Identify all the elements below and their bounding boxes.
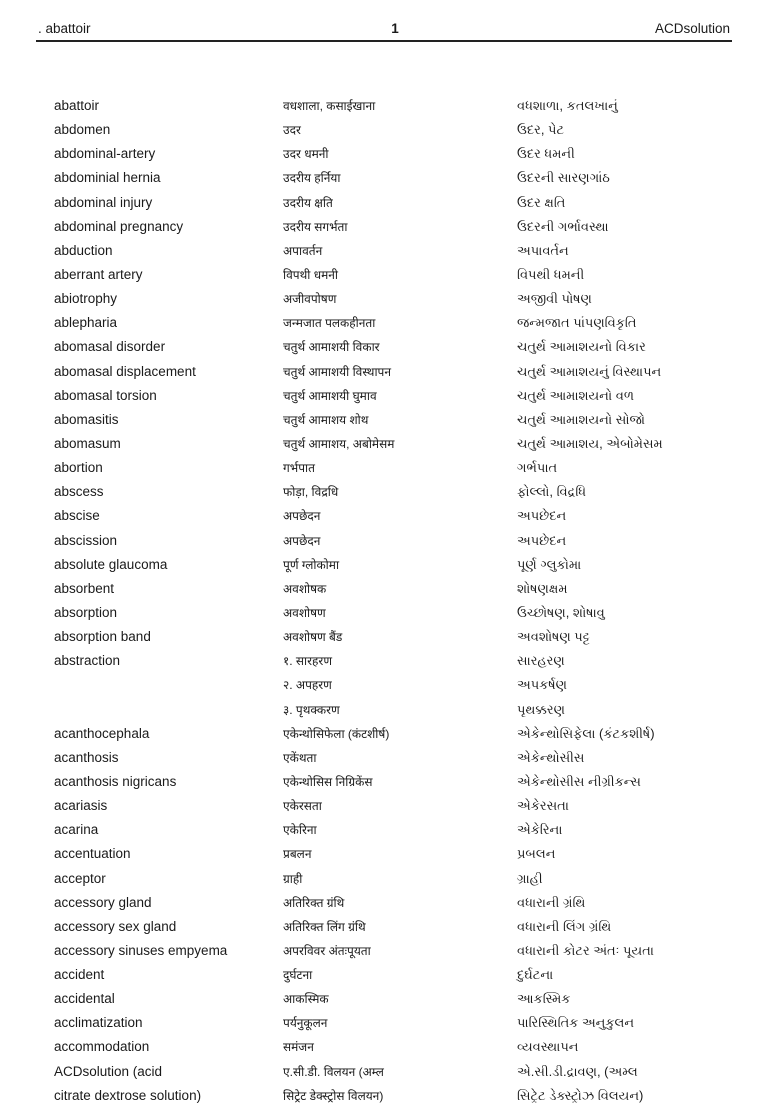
english-term: abdominal-artery	[54, 146, 156, 162]
glossary-entry	[0, 942, 780, 966]
hindi-term: ग्राही	[283, 871, 303, 886]
glossary-entry	[0, 701, 780, 725]
english-term: abdominal injury	[54, 194, 153, 210]
gujarati-term: શોષણક્ષમ	[517, 580, 568, 596]
glossary-entry	[0, 121, 780, 145]
english-term: acariasis	[54, 798, 108, 814]
gujarati-term: એકેન્થોસીસ નીગ્રીકન્સ	[517, 773, 641, 789]
hindi-term: अवशोषक	[283, 581, 327, 596]
english-term: abortion	[54, 460, 103, 476]
glossary-entry	[0, 435, 780, 459]
english-term: abscission	[54, 532, 118, 548]
hindi-term: ३. पृथक्करण	[283, 702, 340, 717]
gujarati-term: અપછેદન	[517, 532, 567, 548]
english-term: abstraction	[54, 653, 121, 669]
glossary-entry	[0, 604, 780, 628]
hindi-term: उदरीय हर्निया	[283, 171, 341, 186]
gujarati-term: ઉદરની ગર્ભાવસ્થા	[517, 218, 609, 234]
gujarati-term: વધશાળા, કતલખાનું	[517, 98, 618, 113]
gujarati-term: ઉચ્છોષણ, શોષાવુ	[517, 604, 605, 620]
glossary-entry	[0, 363, 780, 387]
hindi-term: चतुर्थ आमाशयी घुमाव	[283, 388, 377, 403]
glossary-entry	[0, 290, 780, 314]
glossary-entry	[0, 314, 780, 338]
english-term: accentuation	[54, 846, 131, 862]
hindi-term: अवशोषण बैंड	[283, 630, 343, 645]
gujarati-term: વધારાની ગ્રંથિ	[517, 894, 586, 910]
english-term: absorption	[54, 604, 118, 620]
english-term: abomasal displacement	[54, 363, 196, 379]
glossary-entry	[0, 338, 780, 362]
gujarati-term: પૂર્ણ ગ્લુકોમા	[517, 556, 582, 572]
hindi-term: चतुर्थ आमाशयी विकार	[283, 340, 380, 355]
page-number: 1	[391, 21, 399, 36]
english-term: accidental	[54, 991, 115, 1007]
gujarati-term: સિટ્રેટ ડેક્સ્ટ્રોઝ વિલયન)	[517, 1087, 644, 1103]
gujarati-term: અપાવર્તન	[517, 242, 569, 258]
hindi-term: समंजन	[283, 1040, 314, 1055]
running-head-right: ACDsolution	[654, 21, 730, 36]
gujarati-term: અપકર્ષણ	[517, 677, 567, 693]
hindi-term: फोड़ा, विद्रधि	[283, 485, 339, 500]
hindi-term: अपछेदन	[283, 509, 321, 524]
glossary-entry	[0, 218, 780, 242]
hindi-term: गर्भपात	[283, 461, 315, 476]
hindi-term: जन्मजात पलकहीनता	[283, 316, 376, 331]
gujarati-term: એકેરસતા	[517, 798, 569, 814]
gujarati-term: અવશોષણ પટ્ટ	[517, 629, 590, 645]
hindi-term: प्रबलन	[283, 847, 312, 862]
english-term: absorbent	[54, 580, 115, 596]
hindi-term: ए.सी.डी. विलयन (अम्ल	[283, 1064, 384, 1079]
hindi-term: चतुर्थ आमाशय, अबोमेसम	[283, 436, 395, 451]
english-term: absorption band	[54, 629, 151, 645]
english-term: accommodation	[54, 1039, 150, 1055]
english-term: acanthosis	[54, 749, 119, 765]
glossary-entry	[0, 725, 780, 749]
english-term: acanthosis nigricans	[54, 773, 177, 789]
gujarati-term: ચતુર્થ આમાશયનો સોજો	[517, 411, 646, 427]
hindi-term: चतुर्थ आमाशय शोथ	[283, 412, 369, 427]
gujarati-term: એ.સી.ડી.દ્રાવણ, (અમ્લ	[517, 1063, 638, 1079]
english-term: accident	[54, 967, 105, 983]
english-term: accessory sex gland	[54, 918, 177, 934]
glossary-entry	[0, 821, 780, 845]
english-term: abscise	[54, 508, 100, 524]
english-term: acarina	[54, 822, 99, 838]
hindi-term: अजीवपोषण	[283, 292, 337, 307]
gujarati-term: વધારાની લિંગ ગ્રંથિ	[517, 918, 612, 934]
glossary-entry	[0, 628, 780, 652]
gujarati-term: આકસ્મિક	[517, 991, 571, 1007]
hindi-term: विपथी धमनी	[283, 267, 339, 282]
hindi-term: सिट्रेट डेक्स्ट्रोस विलयन)	[283, 1088, 384, 1103]
gujarati-term: વિપથી ધમની	[517, 266, 585, 282]
english-term: abiotrophy	[54, 291, 118, 307]
gujarati-term: વ્યવસ્થાપન	[517, 1039, 579, 1055]
glossary-entry	[0, 411, 780, 435]
glossary-entry	[0, 894, 780, 918]
gujarati-term: અજીવી પોષણ	[517, 291, 592, 307]
glossary-entry	[0, 483, 780, 507]
glossary-entry	[0, 773, 780, 797]
gujarati-term: પ્રબલન	[517, 846, 556, 862]
gujarati-term: એકેન્થોસીસ	[517, 749, 585, 765]
gujarati-term: દુર્ઘટના	[517, 967, 554, 983]
hindi-term: अवशोषण	[283, 605, 326, 620]
hindi-term: अपछेदन	[283, 533, 321, 548]
glossary-entry	[0, 990, 780, 1014]
hindi-term: उदर	[283, 123, 301, 138]
gujarati-term: એકેન્થોસિફેલા (કંટકશીર્ષ)	[517, 725, 655, 741]
glossary-entry	[0, 1014, 780, 1038]
glossary-entry	[0, 532, 780, 556]
gujarati-term: ઉદરની સારણગાંઠ	[517, 170, 610, 186]
hindi-term: उदरीय क्षति	[283, 195, 333, 210]
glossary-entry	[0, 242, 780, 266]
glossary-entry	[0, 797, 780, 821]
english-term: abomasitis	[54, 411, 119, 427]
glossary-entry	[0, 145, 780, 169]
glossary-entry	[0, 966, 780, 990]
hindi-term: २. अपहरण	[283, 678, 332, 693]
english-term: abscess	[54, 484, 104, 500]
gujarati-term: ચતુર્થ આમાશયનું વિસ્થાપન	[517, 363, 662, 379]
english-term: aberrant artery	[54, 266, 143, 282]
glossary-entry	[0, 507, 780, 531]
gujarati-term: ફોલ્લો, વિદ્રધિ	[517, 484, 587, 500]
glossary-entry	[0, 918, 780, 942]
gujarati-term: અપછેદન	[517, 508, 567, 524]
gujarati-term: સારહરણ	[517, 653, 565, 669]
hindi-term: एकेंथता	[283, 750, 317, 765]
hindi-term: अपरविवर अंतःपूयता	[283, 943, 371, 958]
gujarati-term: વધારાની કોટર અંતઃ પૂયતા	[517, 942, 654, 958]
english-term: ACDsolution (acid	[54, 1063, 163, 1079]
glossary-list	[0, 97, 780, 1111]
hindi-term: उदरीय सगर्भता	[283, 219, 348, 234]
glossary-entry	[0, 459, 780, 483]
hindi-term: १. सारहरण	[283, 654, 332, 669]
english-term: abomasal disorder	[54, 339, 166, 355]
glossary-entry	[0, 580, 780, 604]
hindi-term: पर्यनुकूलन	[283, 1016, 328, 1031]
english-term: absolute glaucoma	[54, 556, 168, 572]
hindi-term: पूर्ण ग्लोकोमा	[283, 557, 340, 572]
english-term: citrate dextrose solution)	[54, 1087, 202, 1103]
english-term: acanthocephala	[54, 725, 150, 741]
glossary-entry	[0, 676, 780, 700]
english-term: abdominal pregnancy	[54, 218, 184, 234]
hindi-term: एकेन्थोसिफेला (कंटशीर्ष)	[283, 726, 390, 741]
gujarati-term: ચતુર્થ આમાશય, એબોમેસમ	[517, 435, 663, 451]
gujarati-term: એકેરિના	[517, 822, 563, 838]
gujarati-term: જન્મજાત પાંપણવિકૃતિ	[517, 315, 637, 331]
hindi-term: अतिरिक्त ग्रंथि	[283, 895, 345, 910]
glossary-entry	[0, 1063, 780, 1087]
hindi-term: उदर धमनी	[283, 147, 329, 162]
glossary-entry	[0, 387, 780, 411]
english-term: ablepharia	[54, 315, 118, 331]
running-head-left: . abattoir	[38, 21, 91, 36]
gujarati-term: પૃથક્કરણ	[517, 701, 565, 717]
hindi-term: अपावर्तन	[283, 243, 323, 258]
english-term: accessory sinuses empyema	[54, 942, 228, 958]
gujarati-term: ગર્ભપાત	[517, 460, 558, 476]
gujarati-term: ચતુર્થ આમાશયનો વિકાર	[517, 339, 646, 355]
english-term: abdominial hernia	[54, 170, 161, 186]
glossary-entry	[0, 870, 780, 894]
gujarati-term: ઉદર ધમની	[517, 146, 575, 162]
english-term: abattoir	[54, 98, 100, 113]
gujarati-term: ઉદર, પેટ	[517, 122, 565, 138]
header-rule	[36, 40, 732, 42]
glossary-entry	[0, 1038, 780, 1062]
glossary-entry	[0, 845, 780, 869]
glossary-entry	[0, 1087, 780, 1111]
glossary-entry	[0, 266, 780, 290]
glossary-entry	[0, 169, 780, 193]
gujarati-term: પારિસ્થિતિક અનુકુલન	[517, 1015, 635, 1031]
gujarati-term: ચતુર્થ આમાશયનો વળ	[517, 387, 634, 403]
hindi-term: वधशाला, कसाईखाना	[283, 99, 376, 113]
gujarati-term: ગ્રાહી	[517, 870, 543, 886]
glossary-entry	[0, 749, 780, 773]
hindi-term: एकेरिना	[283, 823, 317, 838]
english-term: accessory gland	[54, 894, 152, 910]
hindi-term: एकेरसता	[283, 799, 322, 814]
glossary-entry	[0, 556, 780, 580]
english-term: acceptor	[54, 870, 106, 886]
hindi-term: एकेन्थोसिस निग्रिकेंस	[283, 774, 373, 789]
glossary-entry	[0, 97, 780, 121]
glossary-entry	[0, 194, 780, 218]
hindi-term: अतिरिक्त लिंग ग्रंथि	[283, 919, 366, 934]
hindi-term: दुर्घटना	[283, 968, 313, 983]
gujarati-term: ઉદર ક્ષતિ	[517, 194, 566, 210]
hindi-term: आकस्मिक	[283, 992, 329, 1007]
english-term: abduction	[54, 242, 113, 258]
english-term: abomasal torsion	[54, 387, 157, 403]
english-term: acclimatization	[54, 1015, 143, 1031]
glossary-entry	[0, 652, 780, 676]
english-term: abomasum	[54, 435, 121, 451]
hindi-term: चतुर्थ आमाशयी विस्थापन	[283, 364, 392, 379]
english-term: abdomen	[54, 122, 111, 138]
